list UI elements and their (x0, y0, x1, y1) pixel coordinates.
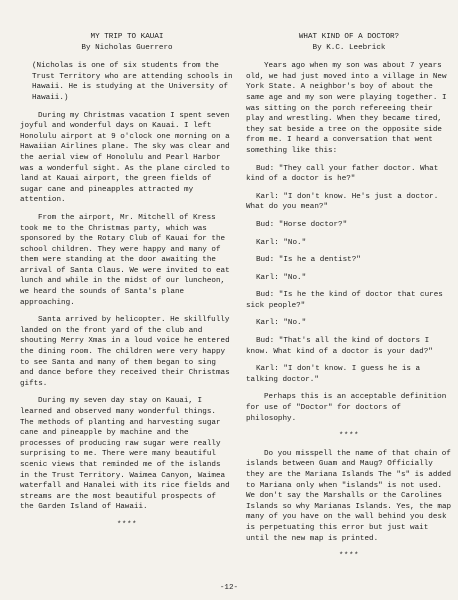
article-title: MY TRIP TO KAUAI (90, 33, 164, 41)
dialog-line: Karl: "No." (256, 319, 307, 328)
page-number: -12- (219, 584, 239, 592)
article-what-kind-of-doctor (246, 32, 452, 569)
dialog-line: Karl: "I don't know. He's just a doctor. What do you mean?" (246, 192, 439, 212)
article-my-trip-to-kauai (20, 32, 234, 538)
article-paragraph: (Nicholas is one of six students from the Trust Territory who are attending schools in Hawaii. He is studying at the University of Hawaii.) (32, 62, 233, 102)
dialog-line: Bud: "Is he a dentist?" (256, 256, 361, 265)
dialog-line: Bud: "Is he the kind of doctor that cures sick people?" (246, 291, 443, 310)
article-byline: By Nicholas Guerrero (81, 43, 173, 52)
article-title: WHAT KIND OF A DOCTOR? (298, 33, 400, 41)
article-paragraph: Santa arrived by helicopter. He skillfully landed on the front yard of the club and shouting Merry Xmas in a loud voice he entered the dining room. The children were very happy to see Santa and many of them began to sing and dance before they received their Christmas gifts. (20, 316, 230, 388)
article-paragraph: During my Christmas vacation I spent seven joyful and wonderful days on Kauai. I left Honolulu airport at 9 o'clock one morning on a Hawaiian Airlines plane. The sky was clear and the aerial view of Honolulu and Pearl Harbor was a wonderful sight. As the plane circled to land at Kauai airport, the green fields of sugar cane and pineapples attracted my attention. (20, 111, 230, 205)
dialog-line: Karl: "No." (256, 273, 307, 282)
dialog-line: Bud: "Horse doctor?" (256, 220, 348, 229)
dialog-line: Bud: "They call your father doctor. What kind of a doctor is he?" (246, 164, 439, 184)
dialog-line: Karl: "No." (256, 238, 307, 247)
notice-paragraph: Do you misspell the name of that chain of islands between Guam and Maug? Officially they are the Mariana Islands The "s" is added to Mariana only when "islands" is not used. We don't say the Marshalls or the Carolines Islands so why Marianas Islands. Yes, the map many of you have on the wall behind you desk is perpetuating this error but just wait until the new map is printed. (246, 449, 452, 543)
article-paragraph: Perhaps this is an acceptable definition for use of "Doctor" for doctors of philosophy. (246, 393, 447, 423)
article-paragraph: During my seven day stay on Kauai, I learned and observed many wonderful things. The methods of planting and harvesting sugar cane and pineapple by machine and the processes of producing raw sugar were really surprising to me. There were many beautiful scenic views that reminded me of the islands in the Trust Territory. Waimea Canyon, Waimea waterfall and Hanalei with its rice fields and streams are the most beautiful prospects of the Garden Island of Hawaii. (20, 397, 230, 512)
dialog-line: Karl: "I don't know. I guess he is a talking doctor." (246, 365, 421, 384)
section-separator: **** (116, 520, 138, 529)
section-separator: **** (338, 432, 360, 441)
section-separator: **** (338, 552, 360, 561)
article-paragraph: Years ago when my son was about 7 years old, we had just moved into a village in New York State. A neighbor's boy of about the same age and my son were playing together. I was sitting on the porch refereeing their play and wrestling. When they became tired, they sat beside a tree on the opposite side from me. I heard a conversation that went something like this: (246, 62, 447, 155)
dialog-line: Bud: "That's all the kind of doctors I know. What kind of a doctor is your dad?" (246, 337, 433, 356)
article-paragraph: From the airport, Mr. Mitchell of Kress took me to the Christmas party, which was sponsored by the Rotary Club of Kauai for the school children. They were happy and many of them were standing at the door awaiting the arrival of Santa Claus. We were invited to eat lunch and while in the midst of our luncheon, we heard the sounds of Santa's plane approaching. (20, 213, 230, 307)
article-byline: By K.C. Leebrick (312, 43, 386, 52)
